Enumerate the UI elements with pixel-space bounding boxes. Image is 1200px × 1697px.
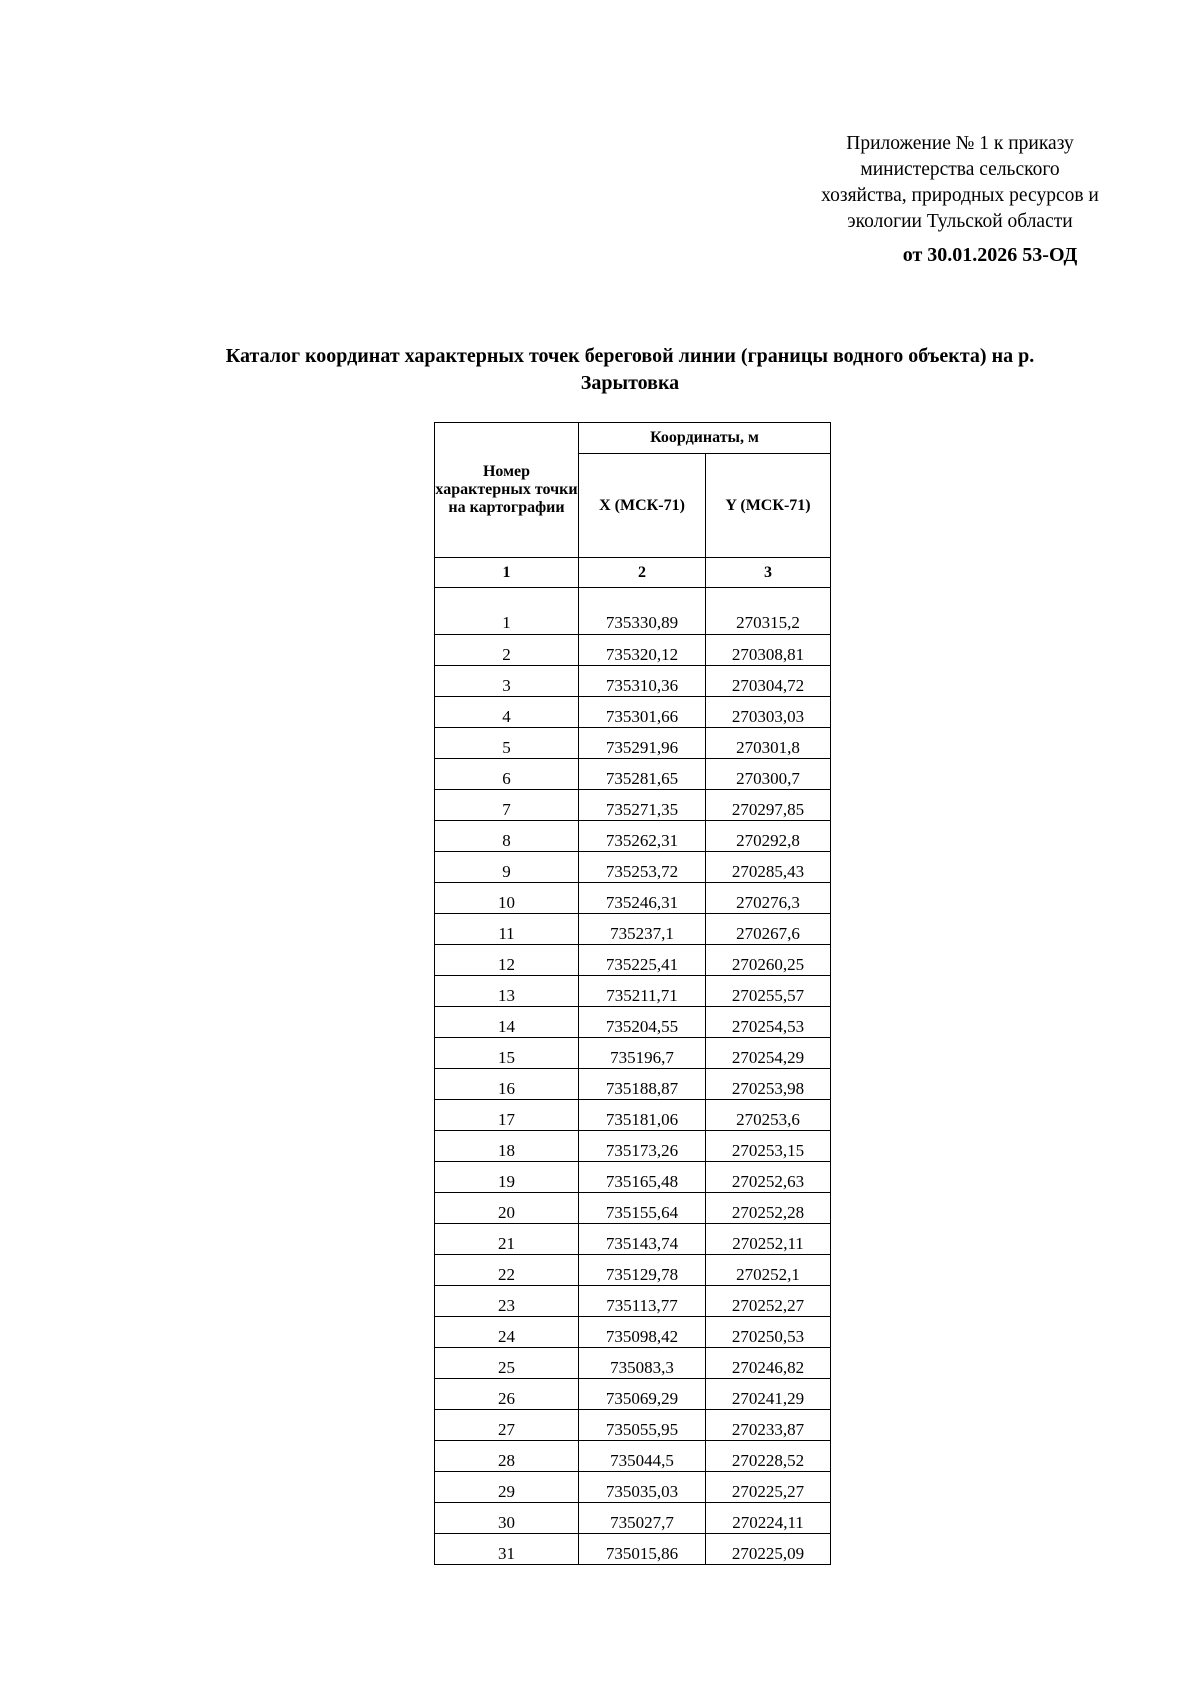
table-row xyxy=(435,1007,831,1038)
cell-point-number: 25 xyxy=(435,1348,579,1379)
cell-y-coordinate: 270252,27 xyxy=(706,1286,831,1317)
cell-y-coordinate: 270300,7 xyxy=(706,759,831,790)
cell-x-coordinate: 735165,48 xyxy=(579,1162,706,1193)
cell-x-coordinate: 735301,66 xyxy=(579,697,706,728)
cell-y-coordinate: 270267,6 xyxy=(706,914,831,945)
table-row xyxy=(435,728,831,759)
cell-y-coordinate: 270301,8 xyxy=(706,728,831,759)
cell-point-number: 21 xyxy=(435,1224,579,1255)
cell-x-coordinate: 735281,65 xyxy=(579,759,706,790)
cell-x-coordinate: 735015,86 xyxy=(579,1534,706,1565)
cell-point-number: 20 xyxy=(435,1193,579,1224)
cell-point-number: 8 xyxy=(435,821,579,852)
table-row xyxy=(435,852,831,883)
table-row xyxy=(435,1317,831,1348)
cell-point-number: 12 xyxy=(435,945,579,976)
table-row xyxy=(435,1193,831,1224)
cell-y-coordinate: 270255,57 xyxy=(706,976,831,1007)
table-row xyxy=(435,1162,831,1193)
cell-x-coordinate: 735262,31 xyxy=(579,821,706,852)
cell-x-coordinate: 735173,26 xyxy=(579,1131,706,1162)
cell-point-number: 29 xyxy=(435,1472,579,1503)
order-reference: от 30.01.2026 53-ОД xyxy=(902,244,1078,266)
table-header-row xyxy=(435,423,831,454)
table-row xyxy=(435,1410,831,1441)
table-row xyxy=(435,1441,831,1472)
column-number-row xyxy=(435,558,831,588)
cell-x-coordinate: 735143,74 xyxy=(579,1224,706,1255)
cell-point-number: 23 xyxy=(435,1286,579,1317)
table-row xyxy=(435,1255,831,1286)
cell-y-coordinate: 270252,63 xyxy=(706,1162,831,1193)
cell-x-coordinate: 735181,06 xyxy=(579,1100,706,1131)
table-row xyxy=(435,821,831,852)
table-row xyxy=(435,790,831,821)
cell-x-coordinate: 735310,36 xyxy=(579,666,706,697)
header-coordinates-group: Координаты, м xyxy=(579,423,831,454)
table-row xyxy=(435,666,831,697)
cell-y-coordinate: 270225,09 xyxy=(706,1534,831,1565)
cell-x-coordinate: 735320,12 xyxy=(579,635,706,666)
cell-y-coordinate: 270254,53 xyxy=(706,1007,831,1038)
document-title-line-2: Зарытовка xyxy=(580,372,680,394)
appendix-line-4: экологии Тульской области xyxy=(847,211,1073,232)
cell-point-number: 16 xyxy=(435,1069,579,1100)
column-number-2: 2 xyxy=(579,558,706,588)
cell-x-coordinate: 735083,3 xyxy=(579,1348,706,1379)
table-row xyxy=(435,588,831,635)
cell-point-number: 30 xyxy=(435,1503,579,1534)
table-row xyxy=(435,945,831,976)
cell-point-number: 22 xyxy=(435,1255,579,1286)
cell-y-coordinate: 270253,98 xyxy=(706,1069,831,1100)
table-row xyxy=(435,635,831,666)
cell-x-coordinate: 735291,96 xyxy=(579,728,706,759)
table-row xyxy=(435,759,831,790)
table-row xyxy=(435,697,831,728)
appendix-line-3: хозяйства, природных ресурсов и xyxy=(821,185,1099,206)
appendix-line-2: министерства сельского xyxy=(860,159,1060,180)
header-point-number: Номер характерных точки на картографии xyxy=(435,423,579,558)
cell-y-coordinate: 270303,03 xyxy=(706,697,831,728)
cell-x-coordinate: 735211,71 xyxy=(579,976,706,1007)
table-row xyxy=(435,1069,831,1100)
table-row xyxy=(435,1100,831,1131)
cell-y-coordinate: 270304,72 xyxy=(706,666,831,697)
cell-point-number: 4 xyxy=(435,697,579,728)
coordinates-table xyxy=(434,422,831,1565)
cell-y-coordinate: 270292,8 xyxy=(706,821,831,852)
cell-point-number: 10 xyxy=(435,883,579,914)
table-body xyxy=(435,588,831,1565)
cell-y-coordinate: 270253,6 xyxy=(706,1100,831,1131)
cell-x-coordinate: 735237,1 xyxy=(579,914,706,945)
cell-y-coordinate: 270228,52 xyxy=(706,1441,831,1472)
cell-x-coordinate: 735188,87 xyxy=(579,1069,706,1100)
cell-point-number: 17 xyxy=(435,1100,579,1131)
cell-point-number: 3 xyxy=(435,666,579,697)
cell-y-coordinate: 270252,11 xyxy=(706,1224,831,1255)
cell-x-coordinate: 735055,95 xyxy=(579,1410,706,1441)
table-row xyxy=(435,1038,831,1069)
cell-y-coordinate: 270246,82 xyxy=(706,1348,831,1379)
cell-y-coordinate: 270252,1 xyxy=(706,1255,831,1286)
cell-point-number: 9 xyxy=(435,852,579,883)
cell-y-coordinate: 270308,81 xyxy=(706,635,831,666)
table-row xyxy=(435,1503,831,1534)
cell-point-number: 6 xyxy=(435,759,579,790)
cell-x-coordinate: 735225,41 xyxy=(579,945,706,976)
table-row xyxy=(435,976,831,1007)
cell-point-number: 5 xyxy=(435,728,579,759)
cell-x-coordinate: 735098,42 xyxy=(579,1317,706,1348)
header-x-column: X (МСК-71) xyxy=(579,454,706,558)
cell-point-number: 2 xyxy=(435,635,579,666)
cell-x-coordinate: 735035,03 xyxy=(579,1472,706,1503)
table-row xyxy=(435,1348,831,1379)
cell-point-number: 7 xyxy=(435,790,579,821)
cell-point-number: 15 xyxy=(435,1038,579,1069)
cell-point-number: 31 xyxy=(435,1534,579,1565)
cell-x-coordinate: 735113,77 xyxy=(579,1286,706,1317)
cell-x-coordinate: 735044,5 xyxy=(579,1441,706,1472)
column-number-3: 3 xyxy=(706,558,831,588)
cell-point-number: 27 xyxy=(435,1410,579,1441)
table-row xyxy=(435,1534,831,1565)
cell-x-coordinate: 735271,35 xyxy=(579,790,706,821)
table-row xyxy=(435,883,831,914)
cell-y-coordinate: 270253,15 xyxy=(706,1131,831,1162)
cell-point-number: 24 xyxy=(435,1317,579,1348)
cell-point-number: 11 xyxy=(435,914,579,945)
table-row xyxy=(435,1286,831,1317)
table-row xyxy=(435,914,831,945)
cell-y-coordinate: 270260,25 xyxy=(706,945,831,976)
cell-y-coordinate: 270233,87 xyxy=(706,1410,831,1441)
cell-point-number: 13 xyxy=(435,976,579,1007)
cell-x-coordinate: 735196,7 xyxy=(579,1038,706,1069)
cell-point-number: 26 xyxy=(435,1379,579,1410)
cell-point-number: 19 xyxy=(435,1162,579,1193)
cell-x-coordinate: 735027,7 xyxy=(579,1503,706,1534)
cell-x-coordinate: 735069,29 xyxy=(579,1379,706,1410)
cell-point-number: 28 xyxy=(435,1441,579,1472)
cell-x-coordinate: 735330,89 xyxy=(579,588,706,635)
cell-y-coordinate: 270241,29 xyxy=(706,1379,831,1410)
cell-y-coordinate: 270254,29 xyxy=(706,1038,831,1069)
cell-y-coordinate: 270315,2 xyxy=(706,588,831,635)
cell-point-number: 18 xyxy=(435,1131,579,1162)
column-number-1: 1 xyxy=(435,558,579,588)
appendix-line-1: Приложение № 1 к приказу xyxy=(846,133,1074,154)
appendix-block xyxy=(760,131,1160,235)
cell-y-coordinate: 270224,11 xyxy=(706,1503,831,1534)
cell-x-coordinate: 735246,31 xyxy=(579,883,706,914)
cell-y-coordinate: 270225,27 xyxy=(706,1472,831,1503)
cell-y-coordinate: 270250,53 xyxy=(706,1317,831,1348)
cell-x-coordinate: 735129,78 xyxy=(579,1255,706,1286)
cell-x-coordinate: 735204,55 xyxy=(579,1007,706,1038)
document-title xyxy=(150,343,1110,397)
cell-y-coordinate: 270297,85 xyxy=(706,790,831,821)
table-row xyxy=(435,1224,831,1255)
document-title-line-1: Каталог координат характерных точек береговой линии (границы водного объекта) на р. xyxy=(225,345,1035,367)
cell-x-coordinate: 735253,72 xyxy=(579,852,706,883)
cell-x-coordinate: 735155,64 xyxy=(579,1193,706,1224)
header-y-column: Y (МСК-71) xyxy=(706,454,831,558)
cell-y-coordinate: 270285,43 xyxy=(706,852,831,883)
table-row xyxy=(435,1379,831,1410)
cell-point-number: 14 xyxy=(435,1007,579,1038)
cell-y-coordinate: 270252,28 xyxy=(706,1193,831,1224)
cell-y-coordinate: 270276,3 xyxy=(706,883,831,914)
cell-point-number: 1 xyxy=(435,588,579,635)
table-row xyxy=(435,1131,831,1162)
table-row xyxy=(435,1472,831,1503)
